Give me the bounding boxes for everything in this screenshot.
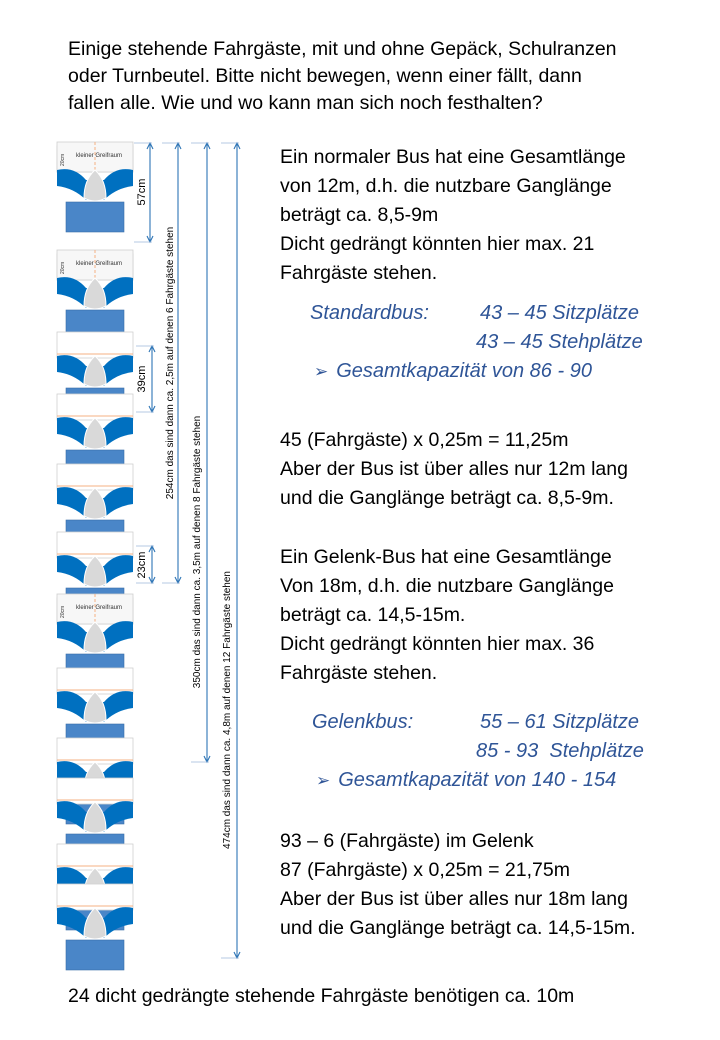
normal-bus-line: von 12m, d.h. die nutzbare Ganglänge: [280, 175, 612, 197]
calc-line: 93 – 6 (Fahrgäste) im Gelenk: [280, 830, 534, 852]
standard-capacity-label: Standardbus:: [310, 302, 429, 324]
grip-zone-label: kleiner Greifraum: [76, 261, 123, 267]
passenger-figure: [57, 142, 133, 232]
articulated-total: Gesamtkapazität von 140 - 154: [338, 769, 617, 791]
passenger-torso: [66, 940, 124, 970]
calc-line: 87 (Fahrgäste) x 0,25m = 21,75m: [280, 859, 570, 881]
articulated-capacity-block: [312, 708, 712, 795]
passenger-figure: [57, 250, 133, 340]
dimension-label-23cm: 23cm: [136, 551, 148, 579]
grip-zone-label: kleiner Greifraum: [76, 605, 123, 611]
dimension-label-350cm: 350cm das sind dann ca. 3,5m auf denen 8 Fahrgäste stehen: [192, 415, 203, 689]
articulated-capacity-label: Gelenkbus:: [312, 711, 414, 733]
calc-line: und die Ganglänge beträgt ca. 8,5-9m.: [280, 487, 614, 509]
passenger-head: [84, 356, 106, 387]
calc-line: 45 (Fahrgäste) x 0,25m = 11,25m: [280, 429, 569, 451]
articulated-bus-text: [280, 543, 614, 688]
grip-zone-label: kleiner Greifraum: [76, 153, 123, 159]
dimension-label-474cm: 474cm das sind dann ca. 4,8m auf denen 12 Fahrgäste stehen: [222, 571, 233, 849]
passenger-head: [84, 622, 106, 653]
standard-calculation: [280, 426, 628, 513]
dimension-label-254cm: 254cm das sind dann ca. 2,5m auf denen 6 Fahrgäste stehen: [165, 226, 176, 500]
passenger-head: [84, 418, 106, 449]
dimension-lines: [134, 143, 240, 958]
dimension-label-57cm: 57cm: [136, 178, 148, 206]
standard-seats: 43 – 45 Sitzplätze: [480, 302, 639, 324]
standard-total: Gesamtkapazität von 86 - 90: [336, 360, 592, 382]
normal-bus-line: Ein normaler Bus hat eine Gesamtlänge: [280, 146, 626, 168]
passenger-figures: [57, 142, 133, 970]
articulated-standing: 85 - 93 Stehplätze: [476, 740, 644, 762]
articulated-bus-line: beträgt ca. 14,5-15m.: [280, 604, 466, 626]
articulated-bus-line: Von 18m, d.h. die nutzbare Ganglänge: [280, 575, 614, 597]
intro-line: fallen alle. Wie und wo kann man sich noch festhalten?: [68, 92, 543, 114]
articulated-calculation: [280, 827, 636, 943]
normal-bus-line: Fahrgäste stehen.: [280, 262, 438, 284]
grip-zone-height-label: 20cm: [60, 605, 66, 618]
articulated-bus-line: Dicht gedrängt könnten hier max. 36: [280, 633, 595, 655]
arrow-bullet-icon: ➢: [314, 362, 329, 381]
standard-capacity-block: [310, 299, 710, 386]
arrow-bullet-icon: ➢: [316, 771, 331, 790]
passenger-head: [84, 692, 106, 723]
standard-standing: 43 – 45 Stehplätze: [476, 331, 643, 353]
normal-bus-line: beträgt ca. 8,5-9m: [280, 204, 439, 226]
intro-line: oder Turnbeutel. Bitte nicht bewegen, wenn einer fällt, dann: [68, 65, 582, 87]
intro-line: Einige stehende Fahrgäste, mit und ohne Gepäck, Schulranzen: [68, 38, 617, 60]
normal-bus-line: Dicht gedrängt könnten hier max. 21: [280, 233, 595, 255]
grip-zone-height-label: 20cm: [60, 153, 66, 166]
passenger-head: [84, 556, 106, 587]
passenger-torso: [66, 202, 124, 232]
passenger-head: [84, 170, 106, 201]
dimension-label-39cm: 39cm: [136, 365, 148, 393]
calc-line: und die Ganglänge beträgt ca. 14,5-15m.: [280, 917, 636, 939]
calc-line: Aber der Bus ist über alles nur 18m lang: [280, 888, 628, 910]
passenger-head: [84, 278, 106, 309]
articulated-bus-line: Fahrgäste stehen.: [280, 662, 438, 684]
grip-zone-height-label: 20cm: [60, 261, 66, 274]
articulated-bus-line: Ein Gelenk-Bus hat eine Gesamtlänge: [280, 546, 612, 568]
passenger-head: [84, 488, 106, 519]
articulated-seats: 55 – 61 Sitzplätze: [480, 711, 639, 733]
calc-line: Aber der Bus ist über alles nur 12m lang: [280, 458, 628, 480]
footer-text: 24 dicht gedrängte stehende Fahrgäste benötigen ca. 10m: [68, 985, 575, 1007]
normal-bus-text: [280, 143, 626, 288]
